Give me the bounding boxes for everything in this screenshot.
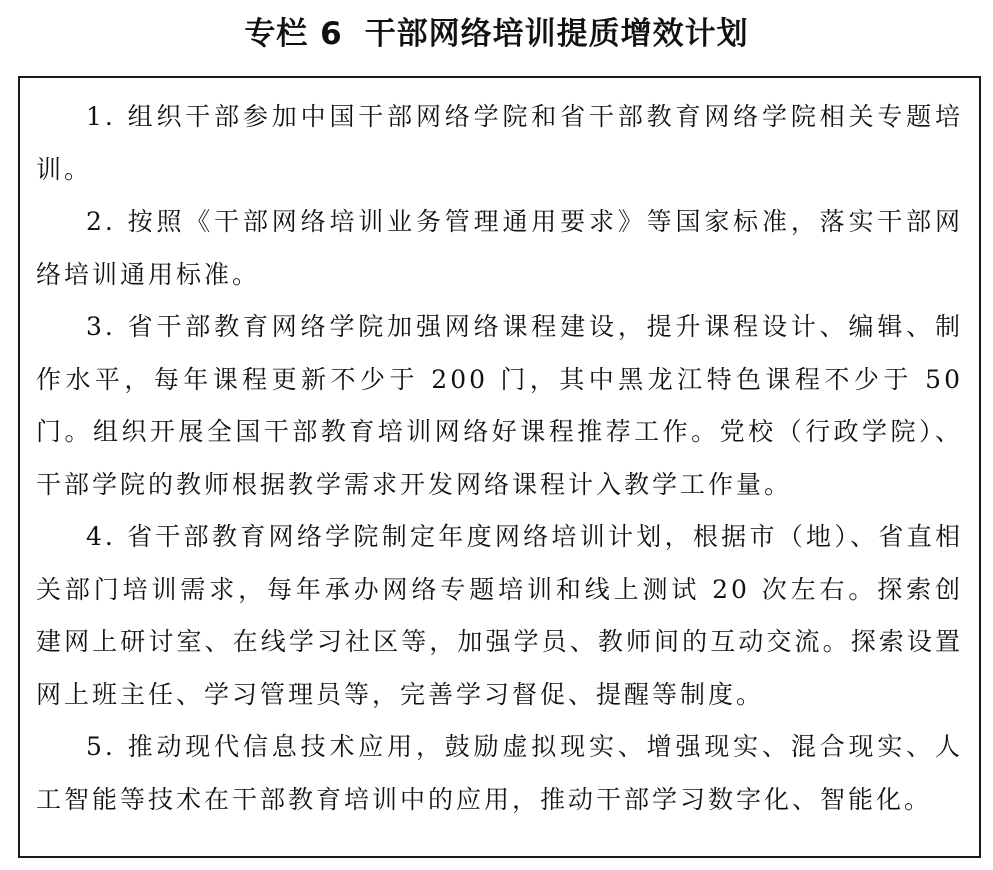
- content-box: [18, 76, 981, 858]
- column-heading: [0, 8, 993, 60]
- paragraph-3: 3. 省干部教育网络学院加强网络课程建设，提升课程设计、编辑、制作水平，每年课程更新不少于 200 门，其中黑龙江特色课程不少于 50 门。组织开展全国干部教育培训网络好课程推荐工作。党校（行政学院）、干部学院的教师根据教学需求开发网络课程计入教学工作量。: [36, 312, 963, 499]
- paragraph-2: 2. 按照《干部网络培训业务管理通用要求》等国家标准，落实干部网络培训通用标准。: [36, 207, 963, 289]
- column-number: 专栏 6: [244, 16, 343, 52]
- column-title: 干部网络培训提质增效计划: [364, 16, 749, 52]
- paragraph-4: 4. 省干部教育网络学院制定年度网络培训计划，根据市（地）、省直相关部门培训需求，每年承办网络专题培训和线上测试 20 次左右。探索创建网上研讨室、在线学习社区等，加强学员、教师间的互动交流。探索设置网上班主任、学习管理员等，完善学习督促、提醒等制度。: [36, 522, 963, 709]
- paragraph-5: 5. 推动现代信息技术应用，鼓励虚拟现实、增强现实、混合现实、人工智能等技术在干部教育培训中的应用，推动干部学习数字化、智能化。: [36, 732, 963, 814]
- paragraph-1: 1. 组织干部参加中国干部网络学院和省干部教育网络学院相关专题培训。: [36, 102, 963, 184]
